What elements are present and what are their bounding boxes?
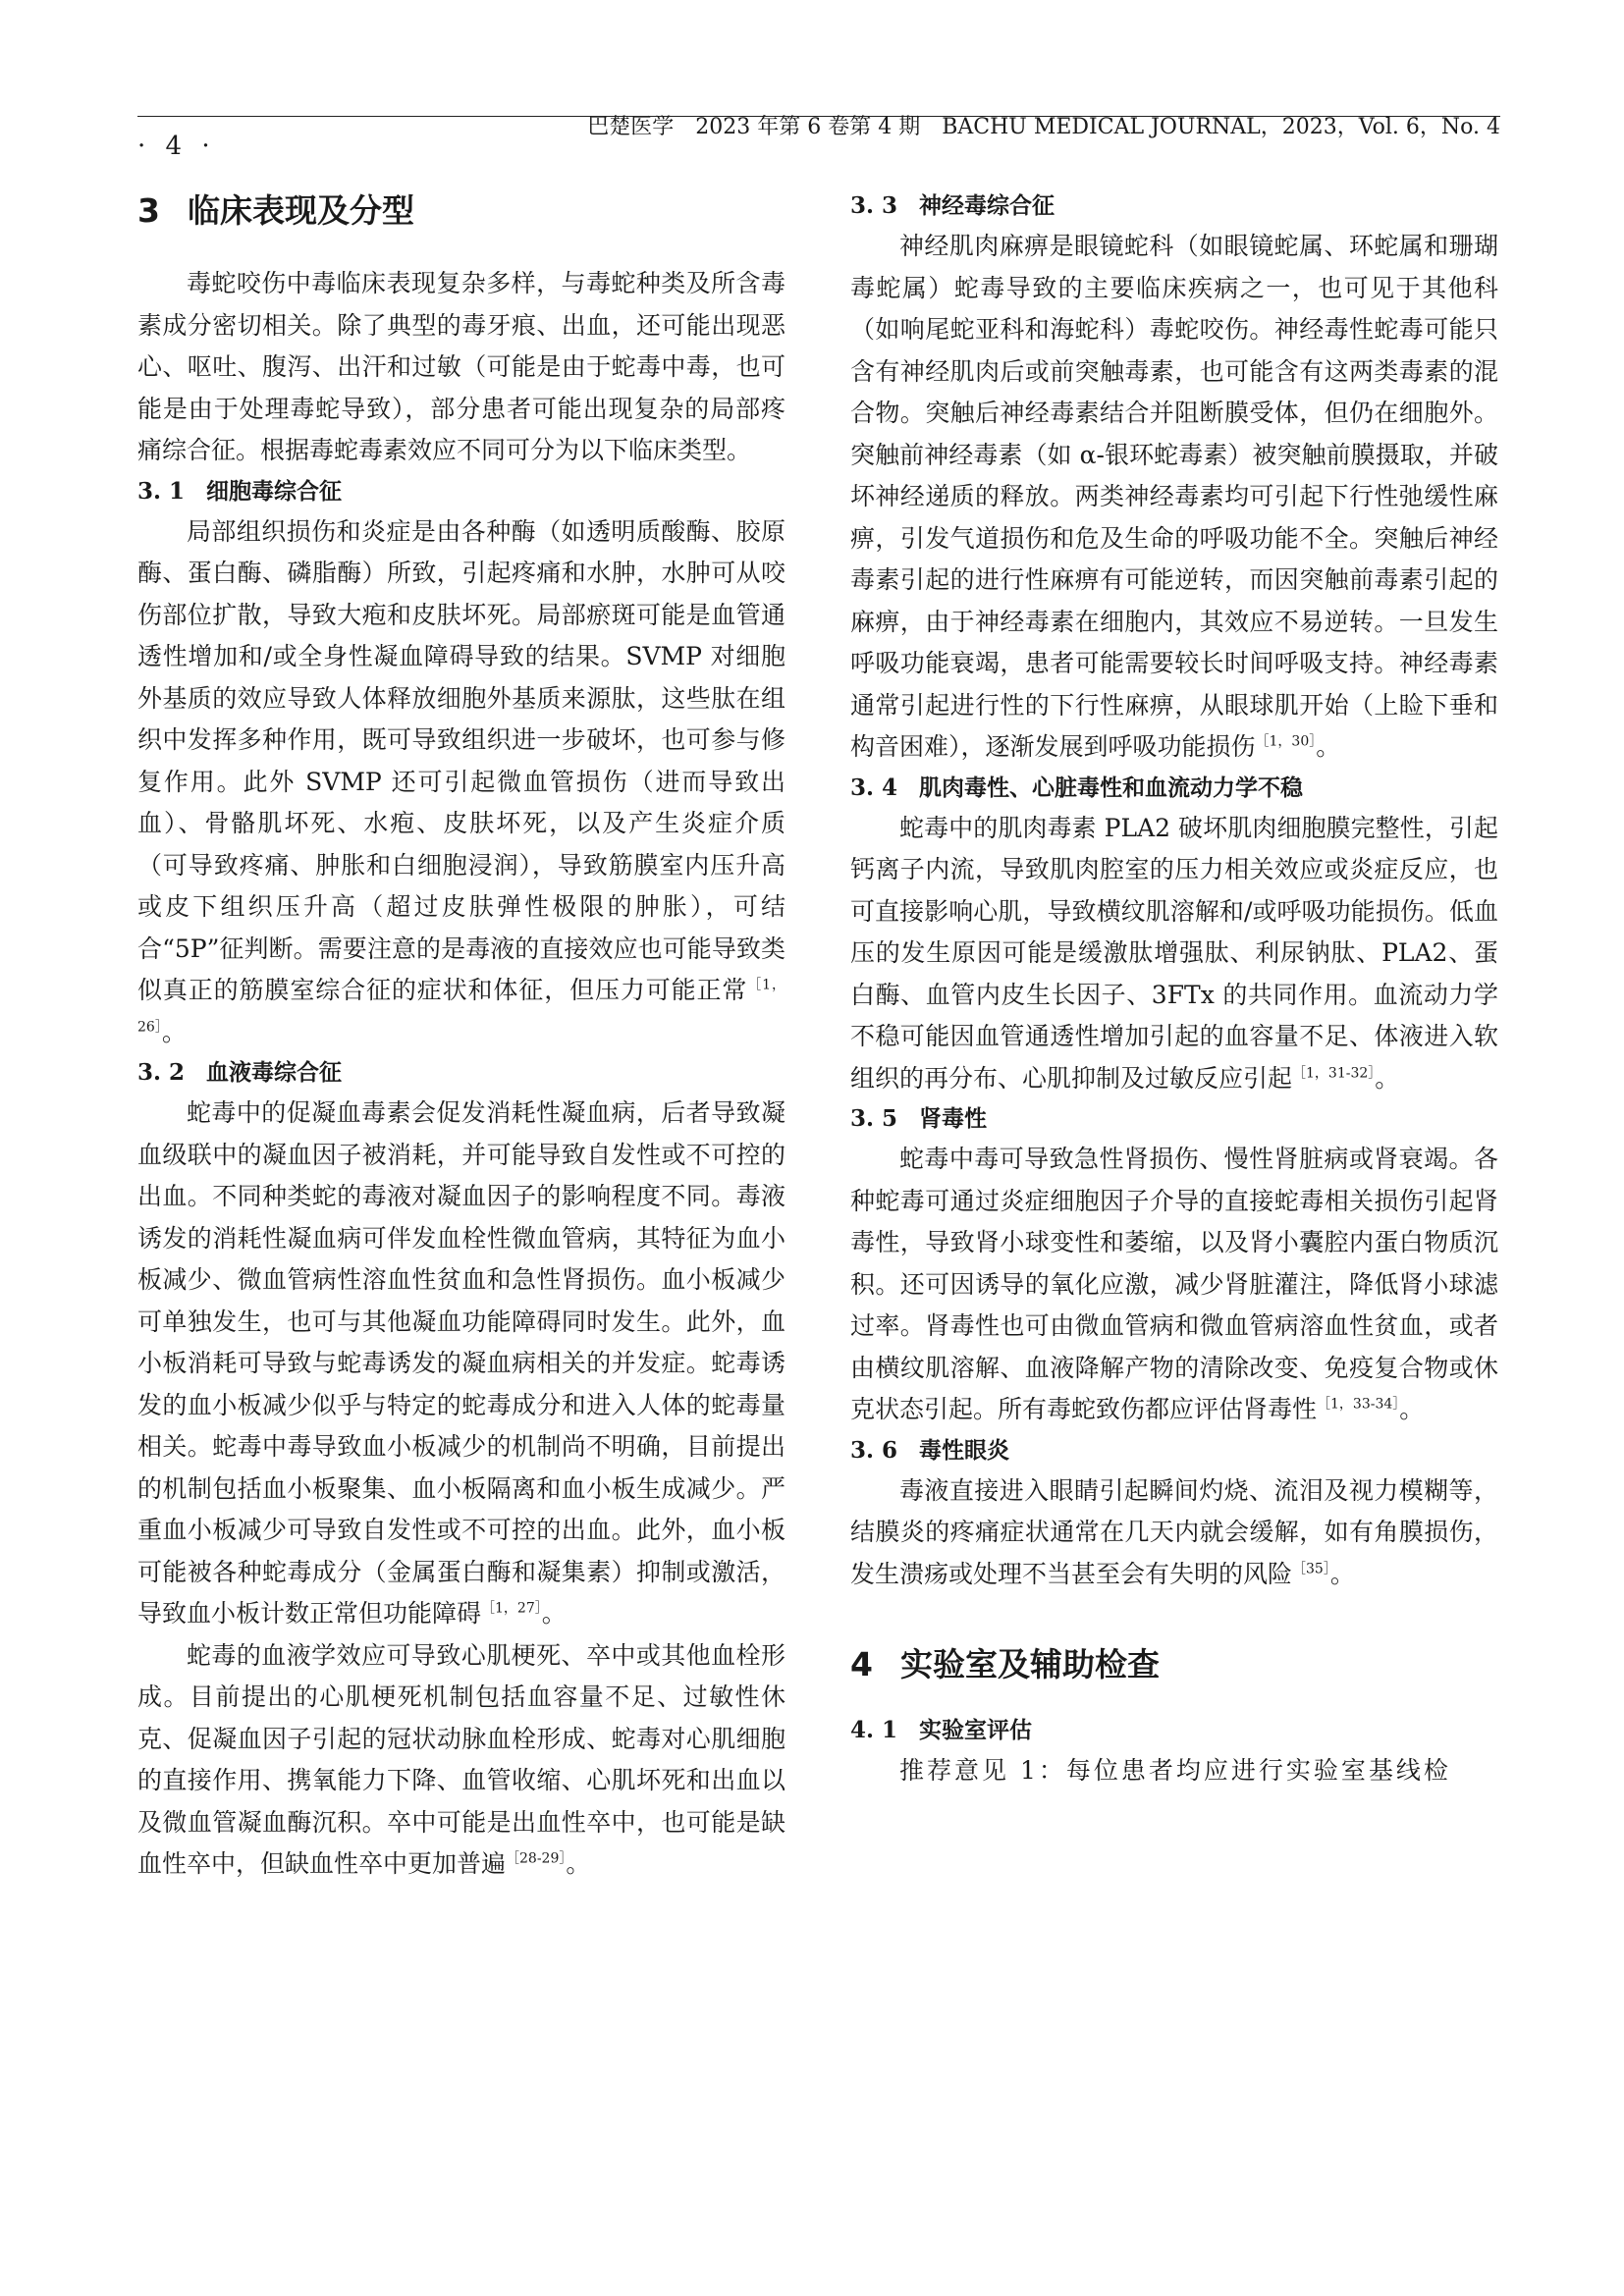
citation: ［1，26］ <box>137 977 785 1036</box>
subsection-3-2-paragraph-1 <box>137 1093 785 1635</box>
paragraph-end: 。 <box>1399 1395 1425 1423</box>
subsection-3-4-number: 3. 4 <box>850 774 898 801</box>
subsection-3-1-title: 细胞毒综合征 <box>206 478 343 505</box>
subsection-3-2-paragraph-2 <box>137 1635 785 1886</box>
paragraph-text: 局部组织损伤和炎症是由各种酶（如透明质酸酶、胶原酶、蛋白酶、磷脂酶）所致，引起疼痛和水肿，水肿可从咬伤部位扩散，导致大疱和皮肤坏死。局部瘀斑可能是血管通透性增加和/或全身性凝血障碍导致的结果。SVMP 对细胞外基质的效应导致人体释放细胞外基质来源肽，这些肽在组织中发挥多种作用，既可导致组织进一步破坏，也可参与修复作用。此外 SVMP 还可引起微血管损伤（进而导致出血）、骨骼肌坏死、水疱、皮肤坏死，以及产生炎症介质（可导致疼痛、肿胀和白细胞浸润），导致筋膜室内压升高或皮下组织压升高（超过皮肤弹性极限的肿胀），可结合“5P”征判断。需要注意的是毒液的直接效应也可能导致类似真正的筋膜室综合征的症状和体征，但压力可能正常 <box>137 516 785 1004</box>
paragraph-end: 。 <box>566 1849 591 1878</box>
subsection-3-5-heading <box>850 1099 1498 1139</box>
citation: ［1，33-34］ <box>1317 1396 1400 1413</box>
subsection-3-6-paragraph <box>850 1470 1498 1596</box>
subsection-3-5-paragraph <box>850 1139 1498 1431</box>
subsection-3-5-number: 3. 5 <box>850 1105 898 1132</box>
subsection-3-2-title: 血液毒综合征 <box>206 1060 343 1086</box>
section-4-heading <box>850 1638 1498 1691</box>
subsection-3-3-heading <box>850 187 1498 226</box>
section-4-title: 实验室及辅助检查 <box>899 1645 1160 1683</box>
subsection-3-1-number: 3. 1 <box>137 477 186 505</box>
subsection-3-2-heading <box>137 1053 785 1093</box>
subsection-3-3-number: 3. 3 <box>850 192 898 219</box>
subsection-3-3-title: 神经毒综合征 <box>919 193 1056 219</box>
paragraph-end: 。 <box>1375 1063 1400 1093</box>
citation: ［28-29］ <box>506 1850 567 1867</box>
subsection-3-1-heading <box>137 472 785 511</box>
subsection-3-1-paragraph <box>137 511 785 1054</box>
subsection-3-4-paragraph <box>850 808 1498 1100</box>
subsection-3-3-paragraph <box>850 226 1498 769</box>
left-column <box>137 185 785 1886</box>
continued-text-spacer <box>850 145 1498 187</box>
paragraph-text: 毒液直接进入眼睛引起瞬间灼烧、流泪及视力模糊等，结膜炎的疼痛症状通常在几天内就会缓解，如有角膜损伤，发生溃疡或处理不当甚至会有失明的风险 <box>850 1475 1498 1588</box>
subsection-4-1-heading <box>850 1711 1498 1750</box>
section-3-intro: 毒蛇咬伤中毒临床表现复杂多样，与毒蛇种类及所含毒素成分密切相关。除了典型的毒牙痕、出血，还可能出现恶心、呕吐、腹泻、出汗和过敏（可能是由于蛇毒中毒，也可能是由于处理毒蛇导致），部分患者可能出现复杂的局部疼痛综合征。根据毒蛇毒素效应不同可分为以下临床类型。 <box>137 269 785 464</box>
subsection-3-4-title: 肌肉毒性、心脏毒性和血流动力学不稳 <box>919 774 1304 801</box>
subsection-3-5-title: 肾毒性 <box>919 1106 988 1132</box>
subsection-3-6-title: 毒性眼炎 <box>919 1437 1010 1464</box>
citation: ［1，27］ <box>481 1600 542 1617</box>
subsection-4-1-number: 4. 1 <box>850 1717 898 1743</box>
subsection-3-4-heading <box>850 769 1498 808</box>
journal-header: 巴楚医学 2023 年第 6 卷第 4 期 BACHU MEDICAL JOURNAL，2023，Vol. 6，No. 4 <box>587 115 1500 139</box>
paragraph-end: 。 <box>541 1599 567 1628</box>
citation: ［1，30］ <box>1255 733 1317 750</box>
paragraph-text: 蛇毒的血液学效应可导致心肌梗死、卒中或其他血栓形成。目前提出的心肌梗死机制包括血容量不足、过敏性休克、促凝血因子引起的冠状动脉血栓形成、蛇毒对心肌细胞的直接作用、携氧能力下降、血管收缩、心肌坏死和出血以及微血管凝血酶沉积。卒中可能是出血性卒中，也可能是缺血性卒中，但缺血性卒中更加普遍 <box>137 1640 785 1878</box>
section-3-number: 3 <box>137 191 160 230</box>
paragraph-end: 。 <box>1329 1559 1355 1588</box>
section-3-heading <box>137 185 785 238</box>
paragraph-text: 蛇毒中毒可导致急性肾损伤、慢性肾脏病或肾衰竭。各种蛇毒可通过炎症细胞因子介导的直接蛇毒相关损伤引起肾毒性，导致肾小球变性和萎缩，以及肾小囊腔内蛋白物质沉积。还可因诱导的氧化应激，减少肾脏灌注，降低肾小球滤过率。肾毒性也可由微血管病和微血管病溶血性贫血，或者由横纹肌溶解、血液降解产物的清除改变、免疫复合物或休克状态引起。所有毒蛇致伤都应评估肾毒性 <box>850 1145 1498 1423</box>
right-column <box>850 145 1498 1792</box>
citation: ［35］ <box>1292 1561 1330 1577</box>
citation: ［1，31-32］ <box>1292 1065 1376 1082</box>
subsection-3-2-number: 3. 2 <box>137 1059 186 1086</box>
paragraph-end: 。 <box>1316 732 1341 761</box>
paragraph-end: 。 <box>161 1017 187 1046</box>
section-spacer <box>850 1595 1498 1638</box>
section-4-number: 4 <box>850 1645 873 1683</box>
recommendation-1: 推荐意见 1：每位患者均应进行实验室基线检 <box>899 1756 1451 1785</box>
section-3-title: 临床表现及分型 <box>187 191 414 230</box>
paragraph-text: 蛇毒中的促凝血毒素会促发消耗性凝血病，后者导致凝血级联中的凝血因子被消耗，并可能导致自发性或不可控的出血。不同种类蛇的毒液对凝血因子的影响程度不同。毒液诱发的消耗性凝血病可伴发血栓性微血管病，其特征为血小板减少、微血管病性溶血性贫血和急性肾损伤。血小板减少可单独发生，也可与其他凝血功能障碍同时发生。此外，血小板消耗可导致与蛇毒诱发的凝血病相关的并发症。蛇毒诱发的血小板减少似乎与特定的蛇毒成分和进入人体的蛇毒量相关。蛇毒中毒导致血小板减少的机制尚不明确，目前提出的机制包括血小板聚集、血小板隔离和血小板生成减少。严重血小板减少可导致自发性或不可控的出血。此外，血小板可能被各种蛇毒成分（金属蛋白酶和凝集素）抑制或激活，导致血小板计数正常但功能障碍 <box>137 1098 785 1628</box>
subsection-3-6-heading <box>850 1431 1498 1470</box>
paragraph-text: 蛇毒中的肌肉毒素 PLA2 破坏肌肉细胞膜完整性，引起钙离子内流，导致肌肉腔室的压力相关效应或炎症反应，也可直接影响心肌，导致横纹肌溶解和/或呼吸功能损伤。低血压的发生原因可能是缓激肽增强肽、利尿钠肽、PLA2、蛋白酶、血管内皮生长因子、3FTx 的共同作用。血流动力学不稳可能因血管通透性增加引起的血容量不足、体液进入软组织的再分布、心肌抑制及过敏反应引起 <box>850 813 1498 1093</box>
paragraph-text: 神经肌肉麻痹是眼镜蛇科（如眼镜蛇属、环蛇属和珊瑚毒蛇属）蛇毒导致的主要临床疾病之一，也可见于其他科（如响尾蛇亚科和海蛇科）毒蛇咬伤。神经毒性蛇毒可能只含有神经肌肉后或前突触毒素，也可能含有这两类毒素的混合物。突触后神经毒素结合并阻断膜受体，但仍在细胞外。突触前神经毒素（如 α-银环蛇毒素）被突触前膜摄取，并破坏神经递质的释放。两类神经毒素均可引起下行性弛缓性麻痹，引发气道损伤和危及生命的呼吸功能不全。突触后神经毒素引起的进行性麻痹有可能逆转，而因突触前毒素引起的麻痹，由于神经毒素在细胞内，其效应不易逆转。一旦发生呼吸功能衰竭，患者可能需要较长时间呼吸支持。神经毒素通常引起进行性的下行性麻痹，从眼球肌开始（上睑下垂和构音困难），逐渐发展到呼吸功能损伤 <box>850 232 1498 761</box>
subsection-3-6-number: 3. 6 <box>850 1436 898 1464</box>
subsection-4-1-title: 实验室评估 <box>919 1718 1033 1743</box>
page-number: · 4 · <box>137 132 216 161</box>
